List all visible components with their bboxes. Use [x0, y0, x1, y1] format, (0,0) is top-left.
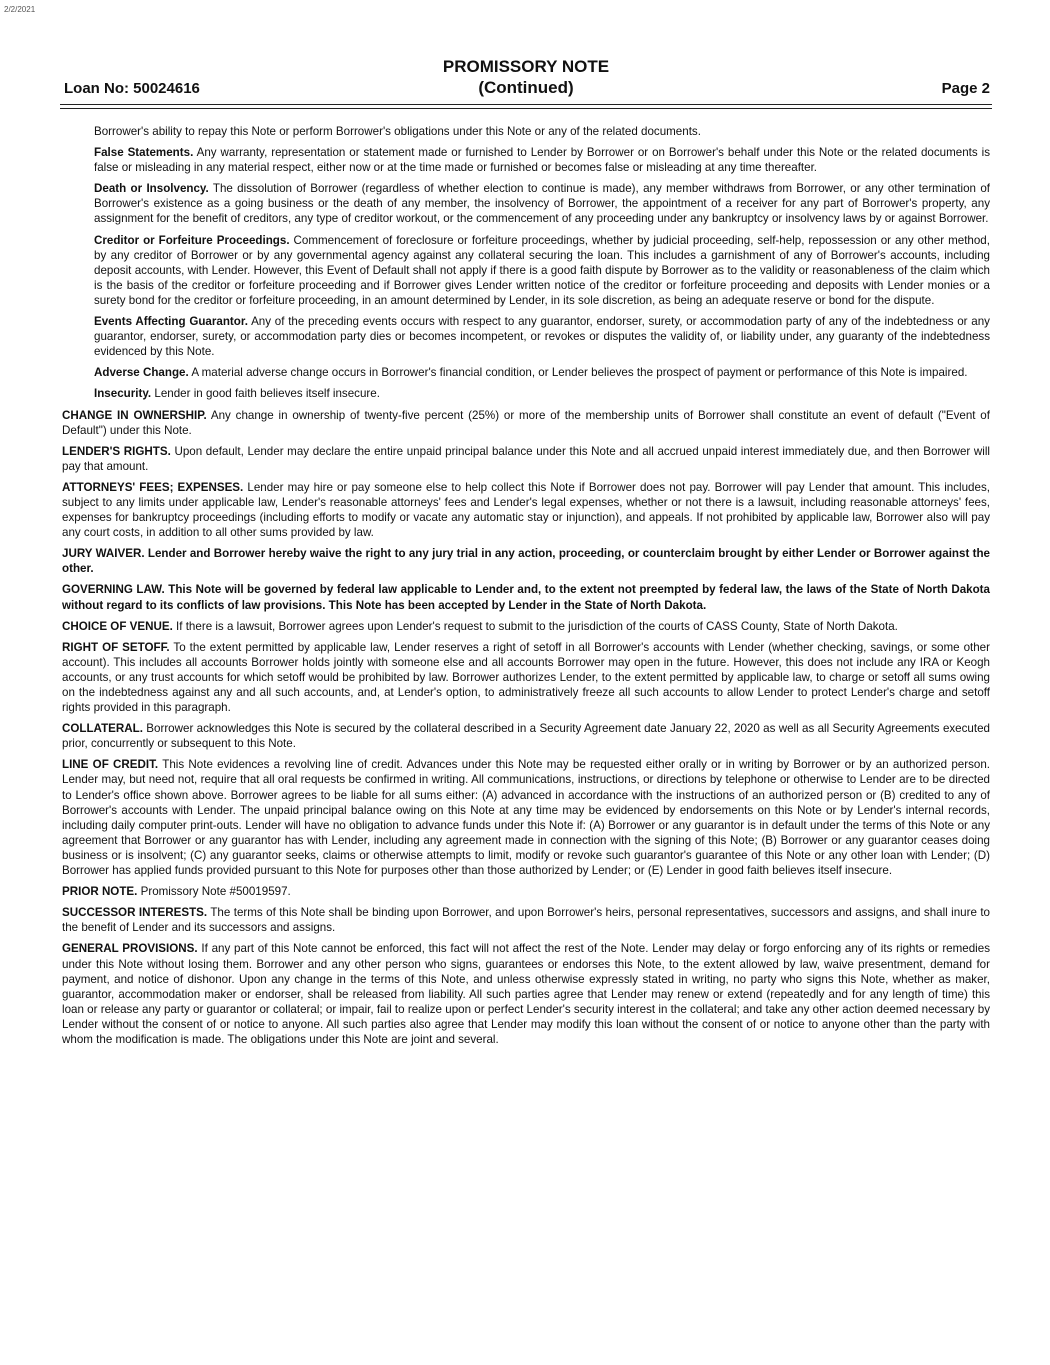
section-text: To the extent permitted by applicable law, Lender reserves a right of setoff in all Borrower's accounts with Lender (whether checking, savings, or some other account). This includes all accounts Borrower holds jointly with someone else and all accounts Borrower may open in the future. However, this does not include any IRA or Keogh accounts, or any trust accounts for which setoff would be prohibited by law. Borrower authorizes Lender, to the extent permitted by applicable law, to charge or setoff all sums owing on the indebtedness against any and all such accounts, and, at Lender's option, to administratively freeze all such accounts to allow Lender to protect Lender's charge and setoff rights provided in this paragraph.	[62, 640, 990, 715]
section-heading: COLLATERAL.	[62, 722, 143, 736]
default-event-paragraph	[62, 145, 990, 175]
header-rule	[60, 104, 992, 105]
default-event-paragraph	[62, 386, 990, 401]
section-paragraph	[62, 408, 990, 438]
section-heading: GENERAL PROVISIONS.	[62, 942, 198, 956]
section-text: Lender may hire or pay someone else to help collect this Note if Borrower does not pay. Borrower will pay Lender that amount. This includes, subject to any limits under applicable law, Lender's reasonable attorneys' fees and Lender's legal expenses, whether or not there is a lawsuit, including reasonable attorneys' fees, expenses for bankruptcy proceedings (including efforts to modify or vacate any automatic stay or injunction), and appeals. If not prohibited by applicable law, Borrower also will pay any court costs, in addition to all other sums provided by law.	[62, 480, 990, 540]
section-heading: SUCCESSOR INTERESTS.	[62, 906, 208, 920]
default-event-paragraph	[62, 365, 990, 380]
section-heading: LENDER'S RIGHTS.	[62, 444, 171, 458]
section-text: This Note will be governed by federal law applicable to Lender and, to the extent not preempted by federal law, the laws of the State of North Dakota without regard to its conflicts of law provisions. This Note has been accepted by Lender in the State of North Dakota.	[62, 583, 990, 612]
default-events-list	[62, 145, 990, 401]
default-event-text: Any warranty, representation or statement made or furnished to Lender by Borrower or on Borrower's behalf under this Note or the related documents is false or misleading in any material respect, either now or at the time made or furnished or becomes false or misleading at any time thereafter.	[94, 146, 990, 175]
section-heading: RIGHT OF SETOFF.	[62, 640, 170, 654]
section-text: If there is a lawsuit, Borrower agrees upon Lender's request to submit to the jurisdiction of the courts of CASS County, State of North Dakota.	[176, 619, 898, 633]
section-paragraph	[62, 582, 990, 612]
document-body	[62, 124, 990, 1053]
section-paragraph	[62, 640, 990, 715]
default-event-heading: Insecurity.	[94, 387, 152, 401]
section-paragraph	[62, 619, 990, 634]
section-heading: CHANGE IN OWNERSHIP.	[62, 408, 207, 422]
default-event-text: Any of the preceding events occurs with respect to any guarantor, endorser, surety, or accommodation party of any of the indebtedness or any guarantor, endorser, surety, or accommodation party dies or becomes incompetent, or revokes or disputes the validity of, or liability under, any guaranty of the indebtedness evidenced by this Note.	[94, 315, 990, 359]
section-paragraph	[62, 884, 990, 899]
default-event-heading: Death or Insolvency.	[94, 182, 209, 196]
default-event-heading: Events Affecting Guarantor.	[94, 315, 248, 329]
loan-number: Loan No: 50024616	[64, 80, 200, 97]
print-date-stamp: 2/2/2021	[4, 5, 36, 14]
section-heading: LINE OF CREDIT.	[62, 758, 159, 772]
section-heading: CHOICE OF VENUE.	[62, 619, 173, 633]
default-event-heading: False Statements.	[94, 146, 194, 160]
section-heading: ATTORNEYS' FEES; EXPENSES.	[62, 480, 244, 494]
section-text: Promissory Note #50019597.	[140, 885, 291, 899]
section-paragraph	[62, 546, 990, 576]
document-header	[60, 56, 992, 102]
default-event-text: The dissolution of Borrower (regardless of whether election to continue is made), any member withdraws from Borrower, or any other termination of Borrower's existence as a going business or the death of any member, the insolvency of Borrower, the appointment of a receiver for any part of Borrower's property, any assignment for the benefit of creditors, any type of creditor workout, or the commencement of any proceeding under any bankruptcy or insolvency laws by or against Borrower.	[94, 182, 990, 226]
section-heading: PRIOR NOTE.	[62, 885, 138, 899]
section-paragraph	[62, 941, 990, 1047]
section-paragraph	[62, 757, 990, 878]
section-text: Upon default, Lender may declare the entire unpaid principal balance under this Note and all accrued unpaid interest immediately due, and then Borrower will pay that amount.	[62, 444, 991, 473]
default-event-heading: Adverse Change.	[94, 366, 189, 380]
default-event-text: Lender in good faith believes itself insecure.	[154, 387, 380, 401]
continuation-paragraph: Borrower's ability to repay this Note or perform Borrower's obligations under this Note or any of the related documents.	[94, 125, 701, 138]
section-text: Lender and Borrower hereby waive the right to any jury trial in any action, proceeding, or counterclaim brought by either Lender or Borrower against the other.	[62, 547, 990, 576]
section-text: If any part of this Note cannot be enforced, this fact will not affect the rest of the Note. Lender may delay or forgo enforcing any of its rights or remedies under this Note without losing them. Borrower and any other person who signs, guarantees or endorses this Note, to the extent allowed by law, waive presentment, demand for payment, and notice of dishonor. Upon any change in the terms of this Note, and unless otherwise expressly stated in writing, no party who signs this Note, whether as maker, guarantor, accommodation maker or endorser, shall be released from liability. All such parties agree that Lender may renew or extend (repeatedly and for any length of time) this loan or release any party or guarantor or collateral; or impair, fail to realize upon or perfect Lender's security interest in the collateral; and take any other action deemed necessary by Lender without the consent of or notice to anyone. All such parties also agree that Lender may modify this loan without the consent of or notice to anyone other than the party with whom the modification is made. The obligations under this Note are joint and several.	[62, 942, 991, 1046]
title-line-2: (Continued)	[478, 78, 574, 97]
default-event-paragraph	[62, 233, 990, 308]
section-paragraph	[62, 905, 990, 935]
section-paragraph	[62, 480, 990, 540]
section-paragraph	[62, 721, 990, 751]
section-heading: JURY WAIVER.	[62, 547, 145, 561]
default-event-paragraph	[62, 314, 990, 359]
default-event-text: A material adverse change occurs in Borrower's financial condition, or Lender believes the prospect of payment or performance of this Note is impaired.	[191, 366, 968, 380]
section-paragraph	[62, 444, 990, 474]
header-rule-double	[60, 108, 992, 109]
default-event-paragraph	[62, 181, 990, 226]
document-title	[60, 56, 992, 98]
sections-list	[62, 408, 990, 1048]
default-event-text: Commencement of foreclosure or forfeiture proceedings, whether by judicial proceeding, self-help, repossession or any other method, by any creditor of Borrower or by any governmental agency against any collateral securing the loan. This includes a garnishment of any of Borrower's accounts, including deposit accounts, with Lender. However, this Event of Default shall not apply if there is a good faith dispute by Borrower as to the validity or reasonableness of the claim which is the basis of the creditor or forfeiture proceeding and if Borrower gives Lender written notice of the creditor or forfeiture proceeding and deposits with Lender monies or a surety bond for the creditor or forfeiture proceeding, in an amount determined by Lender, in its sole discretion, as being an adequate reserve or bond for the dispute.	[94, 233, 990, 307]
page-number: Page 2	[941, 80, 990, 97]
section-heading: GOVERNING LAW.	[62, 583, 165, 597]
section-text: Any change in ownership of twenty-five percent (25%) or more of the membership units of Borrower shall constitute an event of default ("Event of Default") under this Note.	[62, 408, 990, 437]
title-line-1: PROMISSORY NOTE	[442, 57, 610, 76]
section-text: This Note evidences a revolving line of credit. Advances under this Note may be requested either orally or in writing by Borrower or by an authorized person. Lender may, but need not, require that all oral requests be confirmed in writing. All communications, instructions, or directions by telephone or otherwise to Lender are to be directed to Lender's office shown above. Borrower agrees to be liable for all sums either: (A) advanced in accordance with the instructions of an authorized person or (B) credited to any of Borrower's accounts with Lender. The unpaid principal balance owing on this Note at any time may be evidenced by endorsements on this Note or by Lender's internal records, including daily computer print-outs. Lender will have no obligation to advance funds under this Note if: (A) Borrower or any guarantor is in default under the terms of this Note or any agreement that Borrower or any guarantor has with Lender, including any agreement made in connection with the signing of this Note; (B) Borrower or any guarantor ceases doing business or is insolvent; (C) any guarantor seeks, claims or otherwise attempts to limit, modify or revoke such guarantor's guarantee of this Note or any other loan with Lender; (D) Borrower has applied funds provided pursuant to this Note for purposes other than those authorized by Lender; or (E) Lender in good faith believes itself insecure.	[62, 758, 991, 878]
section-text: The terms of this Note shall be binding upon Borrower, and upon Borrower's heirs, personal representatives, successors and assigns, and shall inure to the benefit of Lender and its successors and assigns.	[62, 906, 991, 935]
default-event-heading: Creditor or Forfeiture Proceedings.	[94, 233, 290, 247]
section-text: Borrower acknowledges this Note is secured by the collateral described in a Security Agreement date January 22, 2020 as well as all Security Agreements executed prior, concurrently or subsequent to this Note.	[62, 722, 990, 751]
